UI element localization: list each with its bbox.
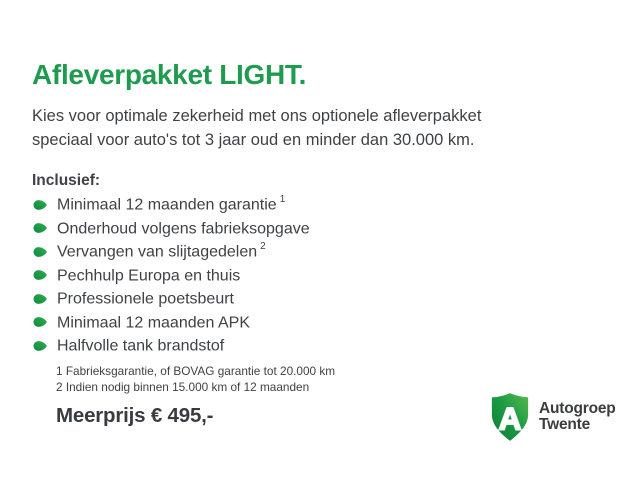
- leaf-bullet-icon: [32, 222, 48, 234]
- logo-wordmark: [539, 401, 616, 434]
- list-item: [32, 287, 608, 311]
- list-item: [32, 193, 608, 217]
- leaf-bullet-icon: [32, 316, 48, 328]
- list-item-label: Onderhoud volgens fabrieksopgave: [57, 219, 310, 237]
- logo-letter: A: [498, 400, 522, 437]
- list-item: [32, 264, 608, 288]
- leaf-bullet-icon: [32, 199, 48, 211]
- footnote-2: 2 Indien nodig binnen 15.000 km of 12 maanden: [56, 380, 310, 394]
- footnotes: [56, 363, 608, 396]
- list-item-label: Pechhulp Europa en thuis: [57, 266, 241, 284]
- list-item-label: Minimaal 12 maanden APK: [57, 313, 250, 331]
- footnote-marker: 2: [260, 241, 266, 253]
- logo-name-line-2: Twente: [539, 416, 591, 433]
- footnote-1: 1 Fabrieksgarantie, of BOVAG garantie tot 20.000 km: [56, 363, 336, 378]
- leaf-bullet-icon: [32, 269, 48, 281]
- autogroep-twente-logo: [489, 392, 616, 442]
- list-item-label: Vervangen van slijtagedelen: [57, 243, 258, 261]
- list-item-label: Professionele poetsbeurt: [57, 290, 234, 308]
- list-item: [32, 334, 608, 358]
- list-item: [32, 240, 608, 264]
- leaf-bullet-icon: [32, 293, 48, 305]
- intro-text: [32, 105, 608, 152]
- list-item: [32, 217, 608, 241]
- leaf-bullet-icon: [32, 340, 48, 352]
- main-content: [32, 58, 608, 428]
- shield-logo-icon: [489, 392, 531, 442]
- list-item-label: Halfvolle tank brandstof: [57, 337, 225, 355]
- list-item: [32, 311, 608, 335]
- included-list: [32, 193, 608, 358]
- included-heading: Inclusief:: [32, 172, 101, 189]
- intro-line-1: Kies voor optimale zekerheid met ons optionele afleverpakket: [32, 107, 482, 125]
- page-title: Afleverpakket LIGHT.: [32, 59, 307, 90]
- logo-name-line-1: Autogroep: [539, 399, 616, 417]
- leaf-bullet-icon: [32, 246, 48, 258]
- list-item-label: Minimaal 12 maanden garantie: [57, 196, 277, 214]
- price-text: Meerprijs € 495,-: [56, 403, 214, 427]
- intro-line-2: speciaal voor auto's tot 3 jaar oud en minder dan 30.000 km.: [32, 130, 475, 149]
- footnote-marker: 1: [279, 194, 286, 206]
